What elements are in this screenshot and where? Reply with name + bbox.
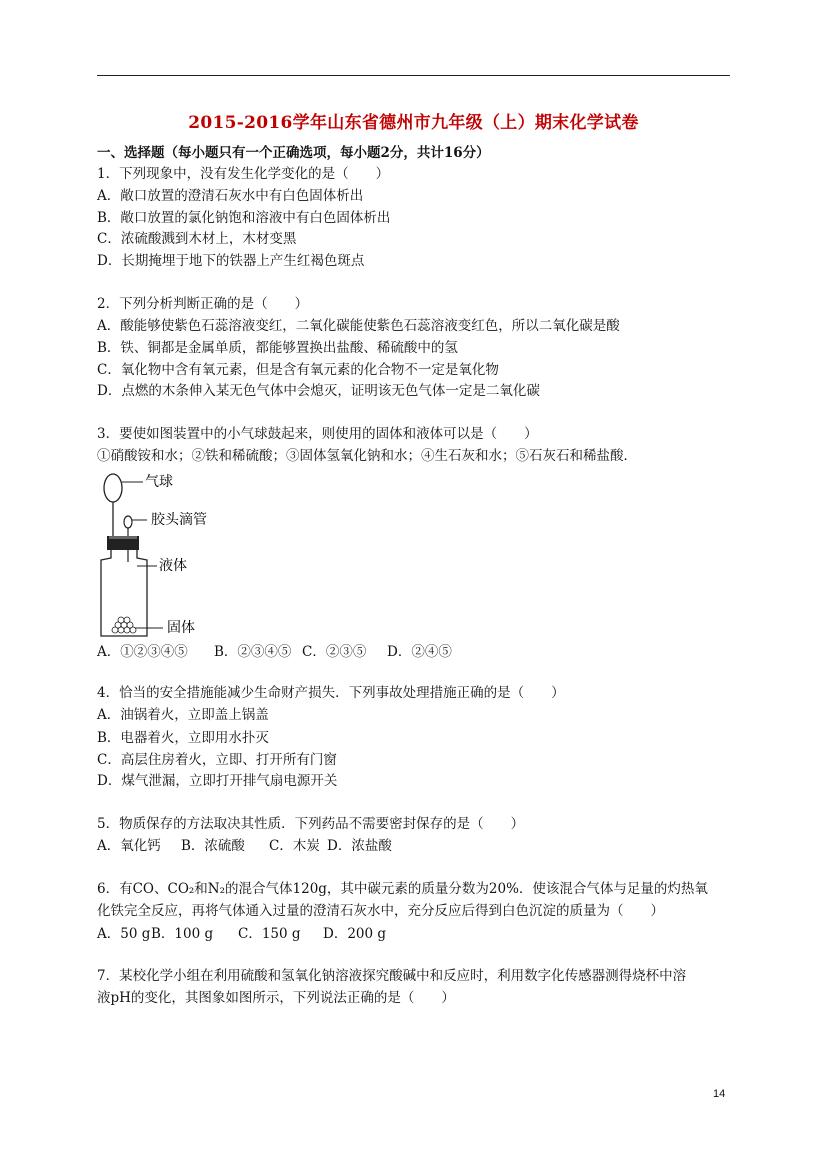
question-1-option-d: D．长期掩埋于地下的铁器上产生红褐色斑点 [97, 253, 365, 269]
balloon-shape [104, 474, 122, 502]
apparatus-figure [97, 470, 257, 644]
question-2-option-b: B．铁、铜都是金属单质，都能够置换出盐酸、稀硫酸中的氢 [97, 340, 458, 356]
question-7-line-2: 液pH的变化，其图象如图所示，下列说法正确的是（ ） [97, 990, 455, 1006]
question-3-options [97, 643, 452, 661]
label-balloon: 气球 [145, 474, 173, 490]
label-solid: 固体 [167, 620, 195, 636]
question-1-option-c: C．浓硫酸溅到木材上，木材变黑 [97, 231, 297, 247]
question-2-option-d: D．点燃的木条伸入某无色气体中会熄灭，证明该无色气体一定是二氧化碳 [97, 383, 540, 399]
question-3-option-b: B．②③④⑤ [214, 644, 292, 660]
dropper-bulb [124, 516, 132, 528]
question-7-line-1: 7．某校化学小组在利用硫酸和氢氧化钠溶液探究酸碱中和反应时，利用数字化传感器测得烧杯中溶 [97, 968, 687, 984]
solid-pellets [112, 617, 136, 633]
question-5-option-d: D．浓盐酸 [327, 838, 392, 854]
question-2-option-a: A．酸能够使紫色石蕊溶液变红，二氧化碳能使紫色石蕊溶液变红色，所以二氧化碳是酸 [97, 318, 620, 334]
question-4-option-a: A．油锅着火，立即盖上锅盖 [97, 707, 269, 723]
page-number: 14 [713, 1088, 726, 1100]
question-3-option-d: D．②④⑤ [387, 644, 452, 660]
question-6-option-d: D．200 g [323, 926, 387, 942]
question-6-line-1: 6．有CO、CO₂和N₂的混合气体120g，其中碳元素的质量分数为20%．使该混合气体与足量的灼热氧 [97, 881, 708, 897]
question-1-option-b: B．敞口放置的氯化钠饱和溶液中有白色固体析出 [97, 210, 391, 226]
question-5-option-c: C．木炭 [269, 838, 320, 854]
question-3-option-c: C．②③⑤ [302, 644, 367, 660]
header-rule [97, 75, 730, 76]
question-6-option-b: B．100 g [151, 926, 214, 942]
question-3-stem: 3．要使如图装置中的小气球鼓起来，则使用的固体和液体可以是（ ） [97, 426, 538, 442]
question-5-stem: 5．物质保存的方法取决其性质．下列药品不需要密封保存的是（ ） [97, 816, 525, 832]
question-2-stem: 2．下列分析判断正确的是（ ） [97, 296, 309, 312]
question-6-option-c: C．150 g [238, 926, 301, 942]
question-5-option-b: B．浓硫酸 [181, 838, 245, 854]
question-3-option-a: A．①②③④⑤ [97, 644, 188, 660]
question-6-options [97, 925, 386, 943]
question-4-option-d: D．煤气泄漏，立即打开排气扇电源开关 [97, 773, 338, 789]
question-2-option-c: C．氧化物中含有氧元素，但是含有氧元素的化合物不一定是氧化物 [97, 362, 499, 378]
section-heading: 一、选择题（每小题只有一个正确选项，每小题2分，共计16分） [97, 145, 490, 161]
question-4-option-b: B．电器着火，立即用水扑灭 [97, 730, 269, 746]
question-3-choices: ①硝酸铵和水；②铁和稀硫酸；③固体氢氧化钠和水；④生石灰和水；⑤石灰石和稀盐酸． [97, 448, 637, 464]
question-1-stem: 1．下列现象中，没有发生化学变化的是（ ） [97, 166, 390, 182]
question-6-option-a: A．50 g [97, 926, 151, 942]
question-4-option-c: C．高层住房着火，立即、打开所有门窗 [97, 752, 337, 768]
question-5-options [97, 837, 392, 855]
label-liquid: 液体 [159, 558, 187, 574]
question-4-stem: 4．恰当的安全措施能减少生命财产损失．下列事故处理措施正确的是（ ） [97, 685, 565, 701]
question-1-option-a: A．敞口放置的澄清石灰水中有白色固体析出 [97, 188, 364, 204]
balloon-apparatus-diagram [97, 470, 257, 640]
question-5-option-a: A．氧化钙 [97, 838, 161, 854]
question-6-line-2: 化铁完全反应，再将气体通入过量的澄清石灰水中，充分反应后得到白色沉淀的质量为（ ） [97, 903, 664, 919]
page-title: 2015-2016学年山东省德州市九年级（上）期末化学试卷 [188, 113, 639, 133]
label-dropper: 胶头滴管 [151, 512, 207, 528]
